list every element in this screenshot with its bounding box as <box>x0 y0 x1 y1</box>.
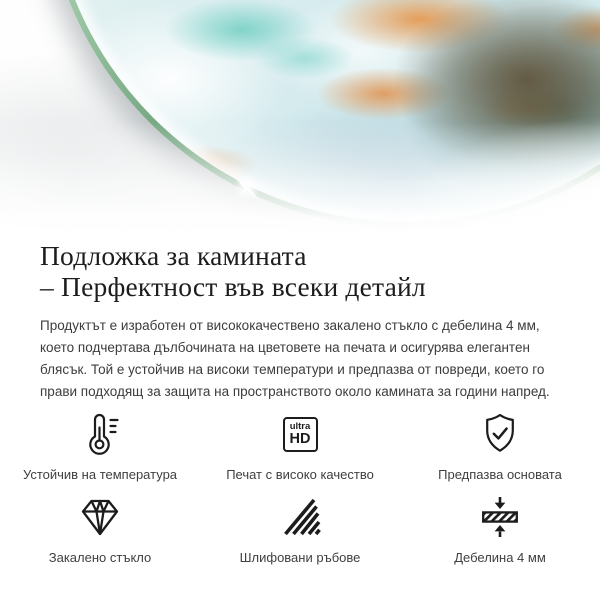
feature-label: Дебелина 4 мм <box>454 550 546 565</box>
feature-item <box>200 411 400 482</box>
feature-item <box>400 494 600 565</box>
shield-check-icon <box>478 411 522 457</box>
polished-edges-icon <box>278 494 322 540</box>
thermometer-icon <box>77 411 123 457</box>
ultra-hd-text-bottom: HD <box>289 431 311 447</box>
page-title <box>40 240 560 302</box>
feature-item <box>0 494 200 565</box>
thickness-icon <box>478 494 522 540</box>
product-photo <box>0 0 600 235</box>
ultra-hd-icon <box>283 411 318 457</box>
feature-label: Предпазва основата <box>438 467 562 482</box>
features-grid <box>0 411 600 565</box>
feature-label: Устойчив на температура <box>22 467 178 482</box>
diamond-icon <box>76 494 124 540</box>
ultra-hd-text-top: ultra <box>289 420 311 432</box>
photo-fade <box>0 0 600 235</box>
ultra-hd-frame <box>283 417 318 452</box>
page-title-line-2: – Перфектност във всеки детайл <box>40 271 426 302</box>
feature-item <box>200 494 400 565</box>
feature-label: Шлифовани ръбове <box>239 550 361 565</box>
feature-label: Печат с високо качество <box>226 467 374 482</box>
feature-label: Закалено стъкло <box>48 550 152 565</box>
feature-item <box>0 411 200 482</box>
feature-item <box>400 411 600 482</box>
page-title-line-1: Подложка за камината <box>40 240 307 271</box>
product-description: Продуктът е изработен от висококачествено закалено стъкло с дебелина 4 мм, което подчертава дълбочината на цветовете на печата и осигурява елегантен блясък. Той е устойчив на високи температури и предпазва от повреди, което го прави подходящ за защита на пространството около камината за години напред. <box>40 318 550 399</box>
